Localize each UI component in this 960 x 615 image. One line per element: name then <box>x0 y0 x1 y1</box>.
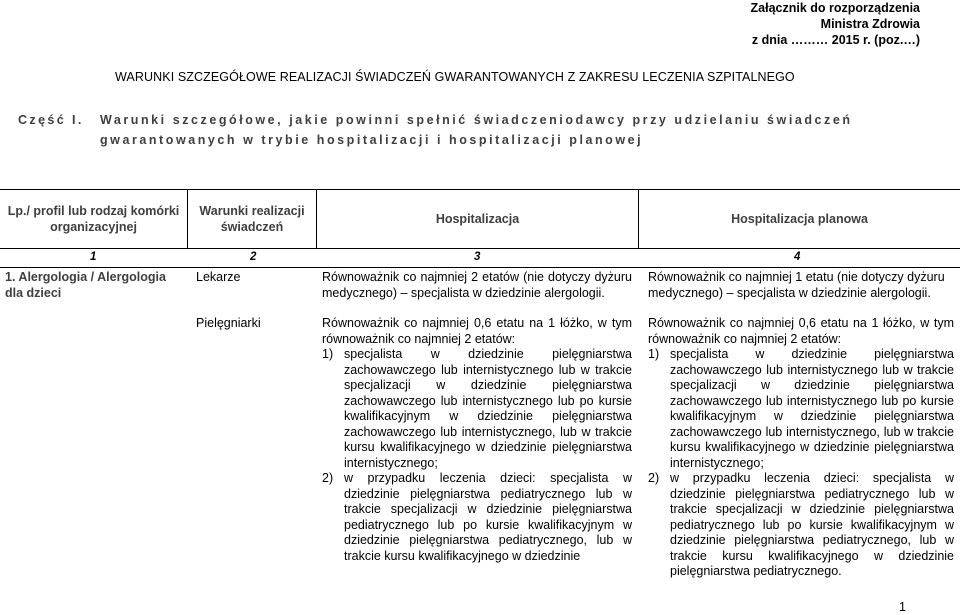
header-profile: Lp./ profil lub rodzaj komórki organizacyjnej <box>7 204 180 234</box>
col-number-1: 1 <box>90 251 97 263</box>
header-planned-hospitalization: Hospitalizacja planowa <box>731 212 868 226</box>
section-heading <box>18 110 853 150</box>
column-number-row <box>0 251 960 267</box>
pielegniarki-planned <box>648 316 954 580</box>
pielegniarki-plan-intro: Równoważnik co najmniej 0,6 etatu na 1 łóżko, w tym równoważnik co najmniej 2 etatów: <box>648 316 954 346</box>
pielegniarki-plan-item-2 <box>648 471 954 580</box>
header-conditions: Warunki realizacji świadczeń <box>199 204 305 234</box>
pielegniarki-hosp-item-2 <box>322 471 632 564</box>
item-text: w przypadku leczenia dzieci: specjalista w dziedzinie pielęgniarstwa pediatrycznego lub w trakcie specjalizacji w dziedzinie pielęgniarstwa pediatrycznego lub po kursie kwalifikacyjnym w dziedzinie pielęgniarstwa pediatrycznego, lub w trakcie kursu kwalifikacyjnego w dziedzinie pielęgniarstwa pediatrycznego. <box>670 471 954 578</box>
document-title: WARUNKI SZCZEGÓŁOWE REALIZACJI ŚWIADCZEŃ GWARANTOWANYCH Z ZAKRESU LECZENIA SZPITALNEGO <box>115 70 795 84</box>
item-number: 2) <box>648 471 660 485</box>
header-hospitalization: Hospitalizacja <box>435 212 520 226</box>
row-profile: 1. Alergologia / Alergologia dla dzieci <box>5 270 166 300</box>
item-text: specjalista w dziedzinie pielęgniarstwa zachowawczego lub internistycznego lub w trakcie specjalizacji w dziedzinie pielęgniarstwa zachowawczego lub internistycznego lub po kursie kwalifikacyjnym w dziedzinie pielęgniarstwa zachowawczego lub internistycznego, lub w trakcie kursu kwalifikacyjnego w dziedzinie pielęgniarstwa internistycznego; <box>670 347 954 470</box>
header-line-2: Ministra Zdrowia <box>820 17 920 31</box>
item-text: w przypadku leczenia dzieci: specjalista w dziedzinie pielęgniarstwa pediatrycznego lub w trakcie specjalizacji w dziedzinie pielęgniarstwa pediatrycznego lub po kursie kwalifikacyjnym w dziedzinie pielęgniarstwa pediatrycznego, lub w trakcie kursu kwalifikacyjnego w dziedzinie <box>344 471 632 563</box>
item-number: 1) <box>322 347 334 361</box>
header-line-1: Załącznik do rozporządzenia <box>750 1 920 15</box>
section-line-2: gwarantowanych w trybie hospitalizacji i hospitalizacji planowej <box>100 133 644 147</box>
table-header-row <box>0 190 960 248</box>
section-line-1: Warunki szczegółowe, jakie powinni spełnić świadczeniodawcy przy udzielaniu świadczeń <box>100 113 853 127</box>
item-number: 2) <box>322 471 334 485</box>
attachment-header <box>751 0 920 48</box>
pielegniarki-hosp-intro: Równoważnik co najmniej 0,6 etatu na 1 łóżko, w tym równoważnik co najmniej 2 etatów: <box>322 316 632 346</box>
pielegniarki-hospitalization <box>322 316 632 564</box>
pielegniarki-label: Pielęgniarki <box>196 316 261 330</box>
col-number-2: 2 <box>250 251 257 263</box>
section-part: Część I. <box>18 113 84 127</box>
lekarze-label: Lekarze <box>196 270 241 284</box>
header-bottom-border <box>0 248 960 249</box>
pielegniarki-plan-item-1 <box>648 347 954 471</box>
header-line-3: z dnia ……… 2015 r. (poz.…) <box>751 33 920 47</box>
col-number-4: 4 <box>794 251 801 263</box>
lekarze-planned: Równoważnik co najmniej 1 etatu (nie dotyczy dyżuru medycznego) – specjalista w dziedzinie alergologii. <box>648 270 945 300</box>
item-text: specjalista w dziedzinie pielęgniarstwa zachowawczego lub internistycznego lub w trakcie specjalizacji w dziedzinie pielęgniarstwa zachowawczego lub internistycznego lub po kursie kwalifikacyjnym w dziedzinie pielęgniarstwa zachowawczego lub internistycznego, lub w trakcie kursu kwalifikacyjnego w dziedzinie pielęgniarstwa internistycznego; <box>344 347 632 470</box>
col-number-3: 3 <box>474 251 481 263</box>
pielegniarki-hosp-item-1 <box>322 347 632 471</box>
item-number: 1) <box>648 347 660 361</box>
page-number: 1 <box>899 600 906 614</box>
lekarze-hospitalization: Równoważnik co najmniej 2 etatów (nie dotyczy dyżuru medycznego) – specjalista w dziedzinie alergologii. <box>322 270 632 300</box>
numbers-bottom-border <box>0 267 960 268</box>
